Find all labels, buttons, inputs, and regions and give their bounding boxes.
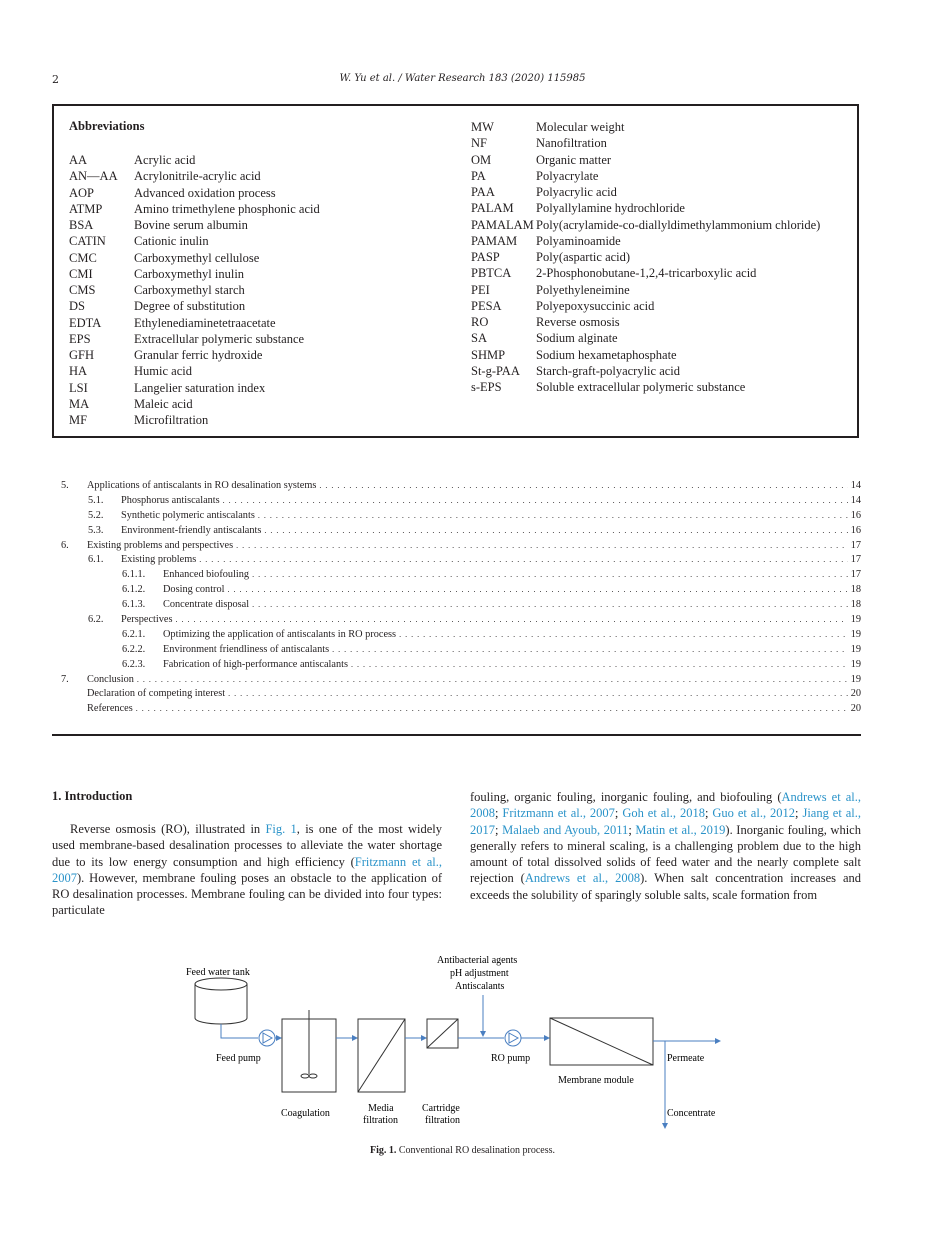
toc-leader xyxy=(332,644,848,655)
toc-entry[interactable] xyxy=(52,584,861,599)
abbreviation-key: BSA xyxy=(69,218,94,232)
abbreviation-key: AOP xyxy=(69,185,95,200)
toc-page: 14 xyxy=(850,494,861,506)
abbreviation-value: Molecular weight xyxy=(536,120,625,134)
abbreviations-title: Abbreviations xyxy=(69,119,145,133)
abbreviation-row xyxy=(69,282,449,298)
toc-entry[interactable] xyxy=(52,614,861,629)
abbreviation-value: Humic acid xyxy=(134,364,192,379)
toc-leader xyxy=(351,659,848,670)
abbreviation-value: 2-Phosphonobutane-1,2,4-tricarboxylic acid xyxy=(536,266,757,281)
citation-link[interactable]: Guo et al., 2012 xyxy=(712,806,796,821)
abbreviation-value: Poly(acrylamide-co-diallyldimethylammonium chloride) xyxy=(536,217,821,232)
cartridge-label-1: Cartridge xyxy=(422,1103,460,1114)
abbreviation-row xyxy=(471,363,851,379)
abbreviation-value: Polyallylamine hydrochloride xyxy=(536,201,685,216)
toc-number: 6.1.1. xyxy=(122,569,146,581)
agents-label-2: pH adjustment xyxy=(450,968,509,979)
abbreviation-value: Microfiltration xyxy=(134,413,209,427)
abbreviation-value: Maleic acid xyxy=(134,396,193,411)
abbreviation-row xyxy=(471,347,851,363)
abbreviation-row xyxy=(69,331,449,347)
toc-page: 20 xyxy=(850,688,861,700)
body-text: ; xyxy=(795,806,803,821)
abbreviation-key: LSI xyxy=(69,380,88,395)
ro-pump xyxy=(505,1030,521,1046)
toc-number: 6.2.3. xyxy=(122,658,146,670)
citation-link[interactable]: Fritzmann et al., 2007 xyxy=(502,806,615,821)
abbreviations-box xyxy=(52,104,859,438)
toc-number: 6.1.2. xyxy=(122,584,146,596)
toc-entry[interactable] xyxy=(52,540,861,555)
toc-leader xyxy=(137,674,848,685)
figure-caption xyxy=(0,1145,925,1156)
cartridge-filter xyxy=(427,1019,458,1048)
toc-number: 6.1.3. xyxy=(122,599,146,611)
toc-number: 5. xyxy=(61,480,69,491)
abbreviation-key: CMI xyxy=(69,266,93,281)
abbreviation-value: Polyepoxysuccinic acid xyxy=(536,298,655,313)
intro-paragraph-left xyxy=(52,821,442,919)
abbreviation-key: NF xyxy=(471,136,487,151)
page-number: 2 xyxy=(52,73,59,86)
abbreviation-row xyxy=(471,379,851,395)
abbreviation-value: Sodium hexametaphosphate xyxy=(536,347,677,362)
abbreviation-key: PASP xyxy=(471,250,500,264)
toc-entry[interactable] xyxy=(52,703,861,718)
abbreviation-key: HA xyxy=(69,364,88,379)
abbreviation-value: Degree of substitution xyxy=(134,299,246,314)
abbreviation-key: CATIN xyxy=(69,234,106,249)
abbreviation-value: Acrylic acid xyxy=(134,153,196,167)
citation-link[interactable]: Goh et al., 2018 xyxy=(622,806,705,821)
toc-label: Conclusion xyxy=(87,673,134,685)
abbreviation-key: AA xyxy=(69,153,88,167)
abbreviation-row xyxy=(471,330,851,346)
section-heading: 1. Introduction xyxy=(52,789,133,803)
abbreviation-value: Carboxymethyl starch xyxy=(134,283,245,297)
toc-label: Concentrate disposal xyxy=(163,599,250,611)
toc-page: 17 xyxy=(850,569,861,581)
abbreviation-value: Carboxymethyl cellulose xyxy=(134,250,260,265)
toc-page: 19 xyxy=(850,628,861,640)
toc-page: 18 xyxy=(850,584,861,596)
toc-number: 5.2. xyxy=(88,509,104,521)
abbreviations-right-column xyxy=(471,119,851,395)
body-text: , is one of the most widely used membrane-based desalination processes to alleviate the water shortage due to its low energy consumption and high efficiency ( xyxy=(52,822,442,869)
toc-page: 19 xyxy=(850,658,861,670)
toc-page: 14 xyxy=(850,480,861,491)
toc-entry[interactable] xyxy=(52,674,861,689)
feed-pump xyxy=(259,1030,275,1046)
abbreviation-value: Polyacrylic acid xyxy=(536,185,617,199)
abbreviation-row xyxy=(69,380,449,396)
toc-leader xyxy=(399,629,848,640)
caption-label: Fig. 1. xyxy=(370,1145,397,1156)
abbreviation-key: DS xyxy=(69,299,85,314)
abbreviation-value: Polyaminoamide xyxy=(536,233,621,248)
abbreviation-key: SA xyxy=(471,331,487,346)
toc-label: Environment-friendly antiscalants xyxy=(121,524,262,536)
abbreviation-row xyxy=(69,396,449,412)
toc-page: 17 xyxy=(850,539,861,551)
abbreviation-row xyxy=(471,119,851,135)
abbreviation-value: Reverse osmosis xyxy=(536,315,620,329)
abbreviation-key: SHMP xyxy=(471,347,506,362)
abbreviation-row xyxy=(69,233,449,249)
abbreviation-key: MW xyxy=(471,120,494,134)
toc-number: 5.1. xyxy=(88,494,104,506)
abbreviation-key: PAA xyxy=(471,185,495,199)
abbreviation-row xyxy=(471,217,851,233)
abbreviation-row xyxy=(471,233,851,249)
abbreviation-value: Cationic inulin xyxy=(134,234,209,249)
abbreviation-value: Polyacrylate xyxy=(536,168,599,183)
body-text: ; xyxy=(628,822,636,837)
toc-page: 19 xyxy=(850,614,861,626)
toc-label: Fabrication of high-performance antiscalants xyxy=(163,658,348,670)
ro-pump-label: RO pump xyxy=(491,1053,531,1064)
abbreviation-row xyxy=(69,298,449,314)
feed-tank-label: Feed water tank xyxy=(186,967,250,978)
toc-entry[interactable] xyxy=(52,525,861,540)
toc-leader xyxy=(228,584,848,595)
toc-leader xyxy=(223,495,848,506)
toc-number: 6.2. xyxy=(88,614,104,626)
toc-label: Environment friendliness of antiscalants xyxy=(163,643,330,655)
citation-link[interactable]: Fig. 1 xyxy=(265,822,297,836)
abbreviation-row xyxy=(69,363,449,379)
abbreviation-value: Soluble extracellular polymeric substance xyxy=(536,380,746,394)
abbreviation-row xyxy=(471,314,851,330)
abbreviation-key: PBTCA xyxy=(471,266,512,281)
toc-leader xyxy=(136,703,848,714)
toc-label: Phosphorus antiscalants xyxy=(121,494,220,506)
abbreviation-row xyxy=(69,412,449,428)
abbreviation-row xyxy=(471,265,851,281)
toc-page: 19 xyxy=(850,673,861,685)
toc-page: 18 xyxy=(850,599,861,611)
section-divider xyxy=(52,734,861,736)
citation-link[interactable]: Andrews et al., 2008 xyxy=(470,790,861,821)
abbreviation-value: Organic matter xyxy=(536,152,612,167)
abbreviation-row xyxy=(69,168,449,184)
cartridge-label-2: filtration xyxy=(425,1115,460,1126)
abbreviation-key: PALAM xyxy=(471,201,514,216)
citation-link[interactable]: Andrews et al., 2008 xyxy=(524,871,641,886)
abbreviation-key: MF xyxy=(69,413,88,427)
toc-entry[interactable] xyxy=(52,510,861,525)
feed-water-tank xyxy=(195,978,247,1024)
abbreviation-value: Nanofiltration xyxy=(536,136,607,151)
abbreviation-row xyxy=(471,298,851,314)
citation-link[interactable]: Fritzmann et al., 2007 xyxy=(52,854,443,885)
toc-entry[interactable] xyxy=(52,688,861,703)
toc-label: Applications of antiscalants in RO desalination systems xyxy=(87,480,317,491)
toc-leader xyxy=(175,614,847,625)
toc-entry[interactable] xyxy=(52,495,861,510)
toc-leader xyxy=(252,599,848,610)
toc-leader xyxy=(199,554,847,565)
media-filter xyxy=(358,1019,405,1092)
toc-entry[interactable] xyxy=(52,644,861,659)
body-text: ; xyxy=(495,806,503,821)
body-text: Reverse osmosis (RO), illustrated in xyxy=(70,822,266,836)
media-label-2: filtration xyxy=(363,1115,398,1126)
abbreviation-key: ATMP xyxy=(69,201,103,216)
abbreviation-row xyxy=(471,282,851,298)
caption-text: Conventional RO desalination process. xyxy=(396,1145,555,1156)
abbreviation-value: Extracellular polymeric substance xyxy=(134,331,305,346)
body-text: ; xyxy=(614,806,623,821)
table-of-contents xyxy=(52,480,861,718)
citation-link[interactable]: Jiang et al., 2017 xyxy=(470,806,862,837)
abbreviation-value: Ethylenediaminetetraacetate xyxy=(134,315,276,330)
toc-page: 17 xyxy=(850,554,861,566)
toc-entry[interactable] xyxy=(52,480,861,495)
toc-label: Existing problems xyxy=(121,554,197,566)
abbreviation-key: RO xyxy=(471,315,489,329)
abbreviation-key: AN—AA xyxy=(69,169,118,184)
citation-link[interactable]: Malaeb and Ayoub, 2011 xyxy=(502,822,629,837)
toc-label: References xyxy=(87,703,133,715)
toc-page: 19 xyxy=(850,643,861,655)
toc-number: 6.2.1. xyxy=(122,628,146,640)
abbreviation-row xyxy=(471,200,851,216)
membrane-module xyxy=(550,1018,653,1065)
toc-number: 7. xyxy=(61,673,69,685)
abbreviation-value: Acrylonitrile-acrylic acid xyxy=(134,169,261,184)
toc-leader xyxy=(264,525,847,536)
coagulation-tank xyxy=(282,1010,336,1092)
abbreviation-row xyxy=(69,217,449,233)
abbreviation-value: Poly(aspartic acid) xyxy=(536,250,631,264)
toc-entry[interactable] xyxy=(52,629,861,644)
abbreviation-row xyxy=(69,185,449,201)
body-text: ). When salt concentration increases and exceeds the solubility of sparingly soluble salts, scale formation from xyxy=(470,871,861,902)
toc-number: 6.2.2. xyxy=(122,643,146,655)
abbreviation-value: Amino trimethylene phosphonic acid xyxy=(134,201,320,216)
abbreviation-row xyxy=(69,315,449,331)
abbreviation-value: Polyethyleneimine xyxy=(536,282,630,297)
toc-label: Perspectives xyxy=(121,614,173,626)
body-text: ). Inorganic fouling, which generally refers to mineral scaling, is a challenging problem due to the high amount of total dissolved solids of feed water and the nearly complete salt rejection ( xyxy=(470,822,861,886)
coagulation-label: Coagulation xyxy=(281,1108,330,1119)
abbreviation-key: CMC xyxy=(69,250,97,265)
abbreviation-row xyxy=(471,135,851,151)
abbreviation-row xyxy=(471,168,851,184)
toc-leader xyxy=(228,688,848,699)
membrane-label: Membrane module xyxy=(558,1075,634,1086)
abbreviation-row xyxy=(69,152,449,168)
toc-number: 6.1. xyxy=(88,554,104,566)
abbreviation-value: Sodium alginate xyxy=(536,331,618,346)
intro-paragraph-right xyxy=(470,789,861,903)
abbreviation-row xyxy=(69,347,449,363)
toc-label: Existing problems and perspectives xyxy=(87,539,234,551)
toc-entry[interactable] xyxy=(52,569,861,584)
abbreviation-key: EPS xyxy=(69,331,91,346)
toc-label: Synthetic polymeric antiscalants xyxy=(121,509,255,521)
toc-entry[interactable] xyxy=(52,554,861,569)
abbreviation-key: s-EPS xyxy=(471,380,502,394)
abbreviation-value: Carboxymethyl inulin xyxy=(134,266,245,281)
permeate-label: Permeate xyxy=(667,1053,705,1064)
abbreviation-key: PAMALAM xyxy=(471,217,534,232)
abbreviation-row xyxy=(69,201,449,217)
abbreviation-key: GFH xyxy=(69,348,95,362)
toc-leader xyxy=(252,569,848,580)
running-head: W. Yu et al. / Water Research 183 (2020) 115985 xyxy=(339,73,586,84)
abbreviation-key: PESA xyxy=(471,298,502,313)
agents-label-1: Antibacterial agents xyxy=(437,955,518,966)
abbreviation-key: PA xyxy=(471,168,486,183)
abbreviations-left-column xyxy=(69,152,449,428)
abbreviation-key: PAMAM xyxy=(471,233,518,248)
toc-label: Enhanced biofouling xyxy=(163,569,250,581)
abbreviation-value: Langelier saturation index xyxy=(134,380,266,395)
abbreviation-key: EDTA xyxy=(69,315,102,330)
abbreviation-row xyxy=(471,184,851,200)
citation-link[interactable]: Matin et al., 2019 xyxy=(635,822,726,837)
feed-pump-label: Feed pump xyxy=(216,1053,261,1064)
toc-page: 16 xyxy=(850,524,861,536)
toc-entry[interactable] xyxy=(52,599,861,614)
abbreviation-key: OM xyxy=(471,152,492,167)
agents-label-3: Antiscalants xyxy=(455,981,505,992)
abbreviation-row xyxy=(69,250,449,266)
body-text: ; xyxy=(704,806,713,821)
abbreviation-key: PEI xyxy=(471,282,490,297)
toc-label: Optimizing the application of antiscalants in RO process xyxy=(163,628,397,640)
toc-leader xyxy=(319,480,847,491)
abbreviation-value: Granular ferric hydroxide xyxy=(134,348,263,362)
toc-page: 16 xyxy=(850,509,861,521)
media-label-1: Media xyxy=(368,1103,394,1114)
abbreviation-key: CMS xyxy=(69,283,96,297)
toc-label: Dosing control xyxy=(163,584,225,596)
toc-entry[interactable] xyxy=(52,659,861,674)
toc-number: 5.3. xyxy=(88,524,104,536)
body-text: ; xyxy=(495,822,503,837)
abbreviation-row xyxy=(69,266,449,282)
body-text: fouling, organic fouling, inorganic fouling, and biofouling ( xyxy=(470,790,782,804)
abbreviation-key: St-g-PAA xyxy=(471,363,520,378)
concentrate-label: Concentrate xyxy=(667,1108,716,1119)
abbreviation-value: Advanced oxidation process xyxy=(134,185,276,200)
toc-leader xyxy=(236,540,848,551)
body-text: ). However, membrane fouling poses an obstacle to the application of RO desalination processes. Membrane fouling can be divided into four types: particulate xyxy=(52,870,442,918)
ro-process-figure xyxy=(180,950,740,1140)
abbreviation-value: Bovine serum albumin xyxy=(134,218,248,232)
abbreviation-row xyxy=(471,249,851,265)
toc-page: 20 xyxy=(850,703,861,715)
abbreviation-row xyxy=(471,152,851,168)
abbreviation-key: MA xyxy=(69,396,90,411)
abbreviation-value: Starch-graft-polyacrylic acid xyxy=(536,363,681,378)
toc-number: 6. xyxy=(61,539,69,551)
toc-label: Declaration of competing interest xyxy=(87,688,226,700)
toc-leader xyxy=(258,510,848,521)
